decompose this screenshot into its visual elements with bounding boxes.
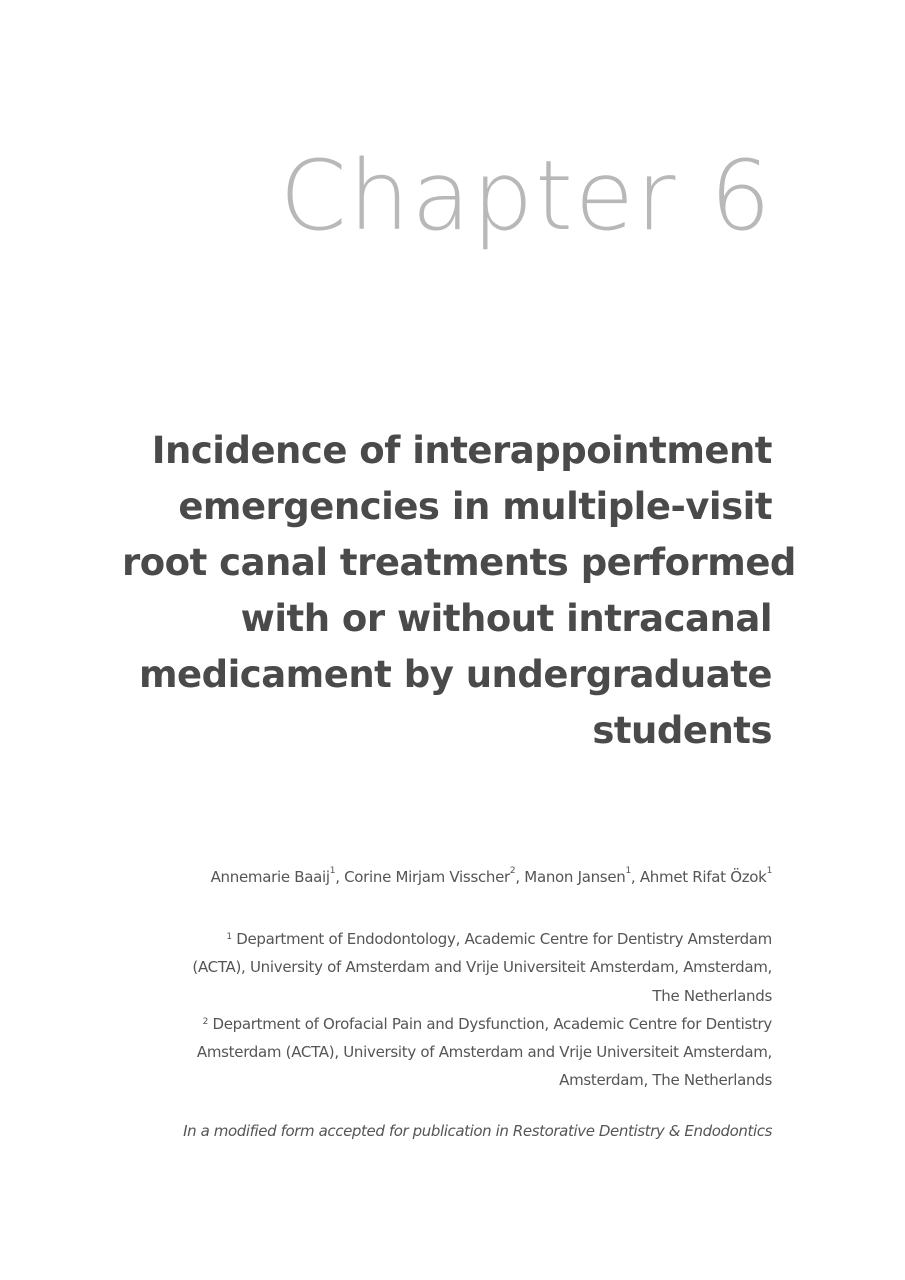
affiliation-1-line xyxy=(132,925,772,953)
affiliation-marker: 1 xyxy=(226,932,232,942)
chapter-heading: Chapter 6 xyxy=(279,140,773,252)
title-line: with or without intracanal xyxy=(240,597,772,640)
affiliation-2-line: Amsterdam (ACTA), University of Amsterdam and Vrije Universiteit Amsterdam, xyxy=(196,1043,772,1062)
author-name: Ahmet Rifat Özok xyxy=(639,868,767,886)
affiliation-1-line: The Netherlands xyxy=(652,986,772,1005)
publication-note: In a modified form accepted for publication in Restorative Dentistry & Endodontics xyxy=(183,1122,772,1140)
title-line: emergencies in multiple-visit xyxy=(178,485,772,528)
affiliation-1-line: (ACTA), University of Amsterdam and Vrije Universiteit Amsterdam, Amsterdam, xyxy=(192,958,772,977)
title-line: root canal treatments performed xyxy=(122,541,796,584)
author-list xyxy=(211,868,772,886)
affiliation-marker: 1 xyxy=(329,866,336,876)
title-line: medicament by undergraduate xyxy=(138,653,772,696)
affiliation-text: Department of Orofacial Pain and Dysfunction, Academic Centre for Dentistry xyxy=(208,1014,772,1033)
author-name: Manon Jansen xyxy=(524,868,626,886)
author-name: Annemarie Baaij xyxy=(210,868,330,886)
affiliation-marker: 1 xyxy=(766,866,772,876)
affiliation-text: Department of Endodontology, Academic Centre for Dentistry Amsterdam xyxy=(231,930,772,948)
title-line: Incidence of interappointment xyxy=(151,429,772,472)
affiliation-marker: 1 xyxy=(625,866,631,876)
title-line: students xyxy=(592,709,772,752)
affiliations xyxy=(132,925,772,1095)
author-separator: , xyxy=(335,868,345,886)
affiliation-marker: 2 xyxy=(202,1016,208,1027)
affiliation-2-line xyxy=(132,1010,772,1038)
article-title xyxy=(122,423,796,759)
author-name: Corine Mirjam Visscher xyxy=(344,868,510,886)
author-separator: , xyxy=(630,868,640,886)
affiliation-2-line: Amsterdam, The Netherlands xyxy=(559,1071,772,1090)
author-separator: , xyxy=(515,868,525,886)
affiliation-marker: 2 xyxy=(509,866,516,876)
